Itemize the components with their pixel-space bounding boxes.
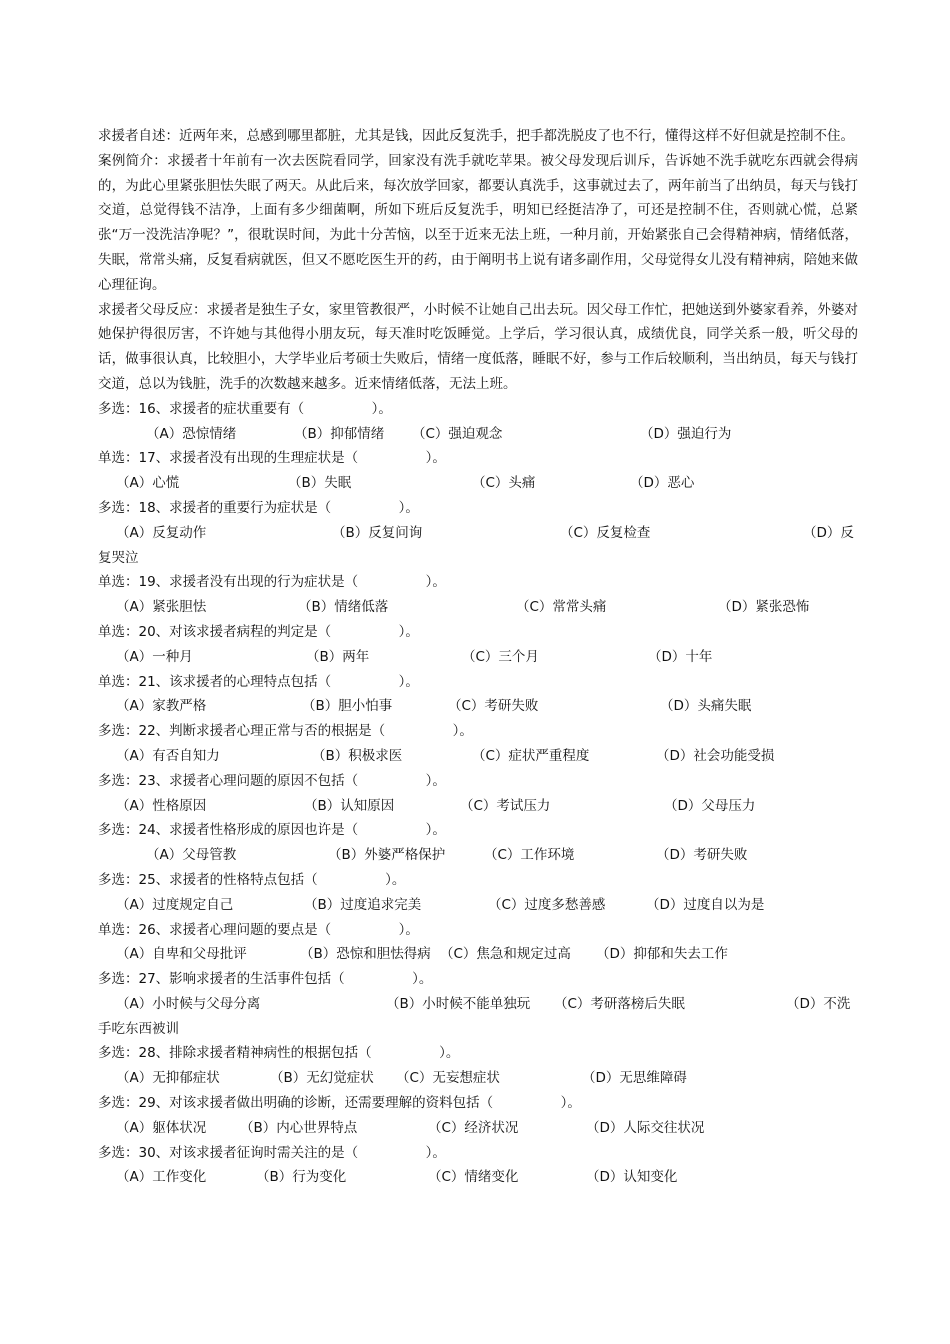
option-a: （A）父母管教 — [146, 847, 237, 864]
option-d: （D）过度自以为是 — [646, 896, 765, 913]
option-d: （D）恶心 — [630, 475, 695, 492]
question-17: 单选：17、求援者没有出现的生理症状是（ ）。 — [98, 450, 446, 467]
option-a: （A）家教严格 — [116, 698, 207, 715]
option-d: （D）无思维障碍 — [582, 1070, 687, 1087]
question-22: 多选：22、判断求援者心理正常与否的根据是（ ）。 — [98, 723, 473, 740]
option-b: （B）认知原因 — [304, 797, 395, 814]
option-d: （D）人际交往状况 — [586, 1119, 705, 1136]
option-b: （B）两年 — [306, 648, 370, 665]
option-c: （C）考试压力 — [460, 797, 551, 814]
option-a: （A）反复动作 — [116, 524, 207, 541]
option-a: （A）工作变化 — [116, 1169, 207, 1186]
option-d: （D）反 — [803, 524, 854, 541]
self-statement: 求援者自述：近两年来，总感到哪里都脏，尤其是钱，因此反复洗手，把手都洗脱皮了也不行，懂得这样不好但就是控制不住。 — [98, 128, 854, 144]
option-a: （A）躯体状况 — [116, 1119, 207, 1136]
option-d: （D）社会功能受损 — [656, 747, 775, 764]
option-d: （D）紧张恐怖 — [718, 599, 810, 616]
option-b: （B）胆小怕事 — [302, 698, 393, 715]
option-b: （B）反复问询 — [332, 524, 423, 541]
option-a: （A）有否自知力 — [116, 747, 220, 764]
option-a: （A）一种月 — [116, 648, 193, 665]
question-25: 多选：25、求援者的性格特点包括（ ）。 — [98, 871, 406, 888]
option-b: （B）过度追求完美 — [304, 896, 422, 913]
option-continuation: 复哭泣 — [98, 549, 139, 566]
option-c: （C）头痛 — [472, 475, 536, 492]
option-c: （C）情绪变化 — [428, 1169, 519, 1186]
option-d: （D）父母压力 — [664, 797, 756, 814]
option-d: （D）考研失败 — [656, 847, 748, 864]
option-c: （C）焦急和规定过高 — [440, 946, 571, 963]
option-c: （C）经济状况 — [428, 1119, 519, 1136]
option-d: （D）强迫行为 — [640, 425, 732, 442]
option-row — [98, 744, 858, 769]
option-a: （A）小时候与父母分离 — [116, 995, 261, 1012]
option-row — [98, 645, 858, 670]
document-page — [98, 124, 858, 1190]
option-b: （B）小时候不能单独玩 — [386, 995, 531, 1012]
option-row — [98, 893, 858, 918]
option-continuation: 手吃东西被训 — [98, 1020, 179, 1037]
option-b: （B）行为变化 — [256, 1169, 347, 1186]
option-d: （D）认知变化 — [586, 1169, 678, 1186]
question-21: 单选：21、该求援者的心理特点包括（ ）。 — [98, 673, 419, 690]
option-d: （D）十年 — [648, 648, 713, 665]
option-row — [98, 1116, 858, 1141]
option-c: （C）强迫观念 — [412, 425, 503, 442]
option-b: （B）内心世界特点 — [240, 1119, 358, 1136]
question-29: 多选：29、对该求援者做出明确的诊断，还需要理解的资料包括（ ）。 — [98, 1095, 581, 1112]
option-a: （A）心慌 — [116, 475, 180, 492]
option-row — [98, 992, 858, 1017]
option-b: （B）抑郁情绪 — [294, 425, 385, 442]
question-24: 多选：24、求援者性格形成的原因也许是（ ）。 — [98, 822, 446, 839]
option-row — [98, 521, 858, 546]
option-c: （C）工作环境 — [484, 847, 575, 864]
option-b: （B）积极求医 — [312, 747, 403, 764]
option-c: （C）过度多愁善感 — [488, 896, 606, 913]
question-20: 单选：20、对该求援者病程的判定是（ ）。 — [98, 623, 419, 640]
option-row — [98, 794, 858, 819]
option-row — [98, 595, 858, 620]
question-28: 多选：28、排除求援者精神病性的根据包括（ ）。 — [98, 1045, 460, 1062]
parents-reaction: 求援者父母反应：求援者是独生子女，家里管教很严，小时候不让她自己出去玩。因父母工作忙，把她送到外婆家看养，外婆对她保护得很厉害，不许她与其他得小朋友玩，每天准时吃饭睡觉。上学后，学习很认真，成绩优良，同学关系一般，听父母的话，做事很认真，比较胆小，大学毕业后考硕士失败后，情绪一度低落，睡眠不好，参与工作后较顺利，当出纳员，每天与钱打交道，总以为钱脏，洗手的次数越来越多。近来情绪低落，无法上班。 — [98, 301, 858, 392]
question-26: 单选：26、求援者心理问题的要点是（ ）。 — [98, 921, 419, 938]
option-d: （D）抑郁和失去工作 — [596, 946, 728, 963]
option-row — [98, 694, 858, 719]
option-row — [98, 1165, 858, 1190]
option-row — [98, 942, 858, 967]
question-27: 多选：27、影响求援者的生活事件包括（ ）。 — [98, 971, 433, 988]
option-b: （B）恐惊和胆怯得病 — [300, 946, 431, 963]
option-a: （A）过度规定自己 — [116, 896, 234, 913]
option-c: （C）症状严重程度 — [472, 747, 590, 764]
option-c: （C）反复检查 — [560, 524, 651, 541]
question-16: 多选：16、求援者的症状重要有（ ）。 — [98, 400, 392, 417]
option-a: （A）恐惊情绪 — [146, 425, 237, 442]
option-d: （D）不洗 — [786, 995, 851, 1012]
option-row — [98, 471, 858, 496]
question-23: 多选：23、求援者心理问题的原因不包括（ ）。 — [98, 772, 446, 789]
option-row — [98, 1066, 858, 1091]
option-row — [98, 422, 858, 447]
question-19: 单选：19、求援者没有出现的行为症状是（ ）。 — [98, 574, 446, 591]
option-c: （C）三个月 — [462, 648, 539, 665]
option-a: （A）无抑郁症状 — [116, 1070, 220, 1087]
option-b: （B）无幻觉症状 — [270, 1070, 374, 1087]
option-d: （D）头痛失眠 — [660, 698, 752, 715]
option-a: （A）紧张胆怯 — [116, 599, 207, 616]
question-30: 多选：30、对该求援者征询时需关注的是（ ）。 — [98, 1144, 446, 1161]
option-b: （B）外婆严格保护 — [328, 847, 446, 864]
question-18: 多选：18、求援者的重要行为症状是（ ）。 — [98, 499, 419, 516]
option-b: （B）失眠 — [288, 475, 352, 492]
case-summary: 案例简介：求援者十年前有一次去医院看同学，回家没有洗手就吃苹果。被父母发现后训斥，告诉她不洗手就吃东西就会得病的，为此心里紧张胆怯失眠了两天。从此后来，每次放学回家，都要认真洗手，这事就过去了，两年前当了出纳员，每天与钱打交道，总觉得钱不洁净，上面有多少细菌啊，所如下班后反复洗手，明知已经挺洁净了，可还是控制不住，否则就心慌，总紧张“万一没洗洁净呢？”，很耽误时间，为此十分苦恼，以至于近来无法上班，一种月前，开始紧张自己会得精神病，情绪低落，失眠，常常头痛，反复看病就医，但又不愿吃医生开的药，由于阐明书上说有诸多副作用，父母觉得女儿没有精神病，陪她来做心理征询。 — [98, 152, 858, 293]
option-b: （B）情绪低落 — [298, 599, 389, 616]
question-list — [98, 397, 858, 1191]
option-c: （C）考研落榜后失眠 — [554, 995, 685, 1012]
option-c: （C）无妄想症状 — [396, 1070, 500, 1087]
option-a: （A）自卑和父母批评 — [116, 946, 247, 963]
option-c: （C）考研失败 — [448, 698, 539, 715]
option-c: （C）常常头痛 — [516, 599, 607, 616]
option-a: （A）性格原因 — [116, 797, 207, 814]
option-row — [98, 843, 858, 868]
